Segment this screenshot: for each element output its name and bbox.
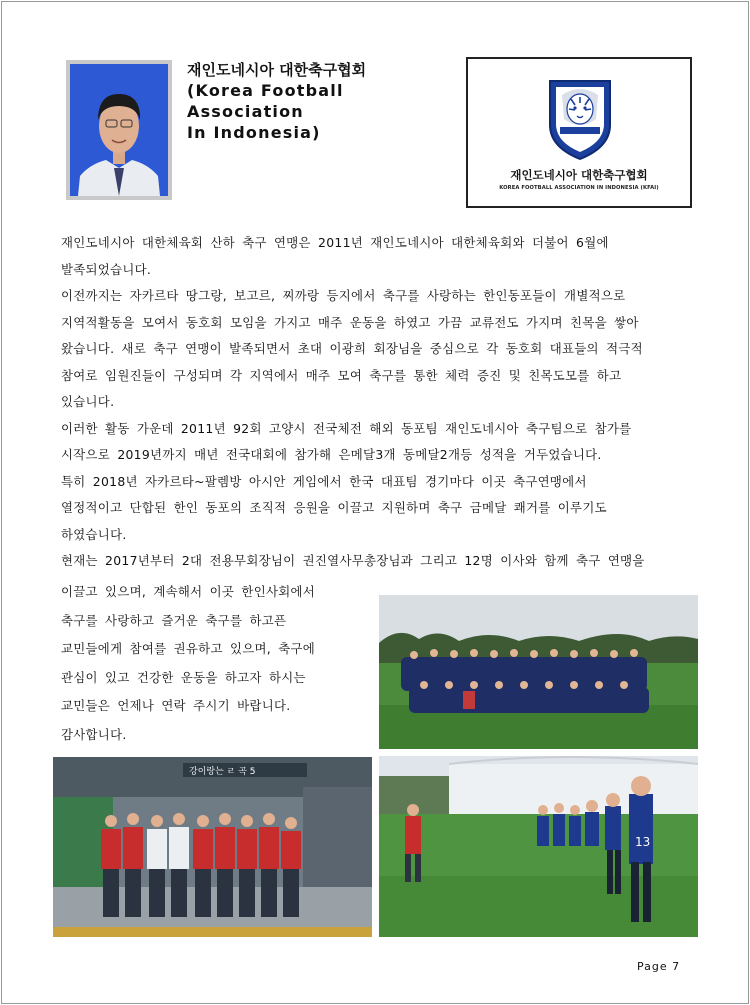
field-handshake-photo — [379, 756, 698, 937]
left-line: 축구를 사랑하고 즐거운 축구를 하고픈 — [61, 612, 287, 628]
body-paragraph — [61, 230, 691, 575]
subway-group-photo — [53, 757, 372, 937]
body-line: 시작으로 2019년까지 매년 전국대회에 참가해 은메달3개 동메달2개등 성적을 거두었습니다. — [61, 447, 602, 462]
body-line: 발족되었습니다. — [61, 261, 152, 277]
left-line: 교민들은 언제나 연락 주시기 바랍니다. — [61, 698, 291, 713]
body-line: 지역적활동을 모여서 동호회 모임을 가지고 매주 운동을 하였고 가끔 교류전도 가지며 친목을 쌓아 — [61, 314, 639, 330]
jersey-number: 13 — [635, 835, 651, 849]
body-text — [61, 230, 691, 575]
team-group-photo — [379, 595, 698, 749]
page-number: Page 7 — [637, 960, 681, 973]
body-line: 열정적이고 단합된 한인 동포의 조직적 응원을 이끌고 지원하며 축구 금메달 쾌거를 이루기도 — [61, 500, 607, 515]
left-column-text — [61, 578, 376, 749]
body-line: 이전까지는 자카르타 땅그랑, 보고르, 찌까랑 등지에서 축구를 사랑하는 한인동포들이 개별적으로 — [61, 288, 626, 303]
subway-sign-text: 강이랑는 ㄹ 곡 5 — [189, 767, 256, 777]
logo-name-korean: 재인도네시아 대한축구협회 — [510, 168, 648, 182]
body-line: 특히 2018년 자카르타~팔렘방 아시안 게임에서 한국 대표팀 경기마다 이곳 축구연맹에서 — [61, 473, 587, 489]
body-line: 이러한 활동 가운데 2011년 92회 고양시 전국체전 해외 동포팀 재인도네시아 축구팀으로 참가를 — [61, 420, 632, 436]
title-korean: 재인도네시아 대한축구협회 — [187, 61, 367, 79]
body-line: 현재는 2017년부터 2대 전용무회장님이 권진열사무총장님과 그리고 12명 이사와 함께 축구 연맹을 — [61, 553, 645, 568]
body-line: 참여로 임원진들이 구성되며 각 지역에서 매주 모여 축구를 통한 체력 증진 및 친목도모를 하고 — [61, 367, 622, 383]
title-english-line-1: (Korea Football Association — [187, 81, 344, 121]
kfa-emblem-icon — [547, 75, 613, 161]
left-line: 관심이 있고 건강한 운동을 하고자 하시는 — [61, 669, 306, 685]
title-english-line-2: In Indonesia) — [187, 123, 321, 142]
portrait-photo — [66, 60, 172, 200]
body-line: 왔습니다. 새로 축구 연맹이 발족되면서 초대 이광희 회장님을 중심으로 각 동호회 대표들의 적극적 — [61, 341, 643, 356]
kfai-logo-box — [466, 57, 692, 208]
left-line: 이끌고 있으며, 계속해서 이곳 한인사회에서 — [61, 584, 316, 599]
left-line: 감사합니다. — [61, 726, 127, 742]
body-line: 있습니다. — [61, 394, 115, 409]
header-title — [187, 60, 457, 143]
body-line: 재인도네시아 대한체육회 산하 축구 연맹은 2011년 재인도네시아 대한체육회와 더불어 6월에 — [61, 235, 609, 250]
left-line: 교민들에게 참여를 권유하고 있으며, 축구에 — [61, 641, 316, 656]
body-line: 하였습니다. — [61, 526, 127, 542]
logo-name-english: KOREA FOOTBALL ASSOCIATION IN INDONESIA (KFAI) — [499, 185, 659, 191]
